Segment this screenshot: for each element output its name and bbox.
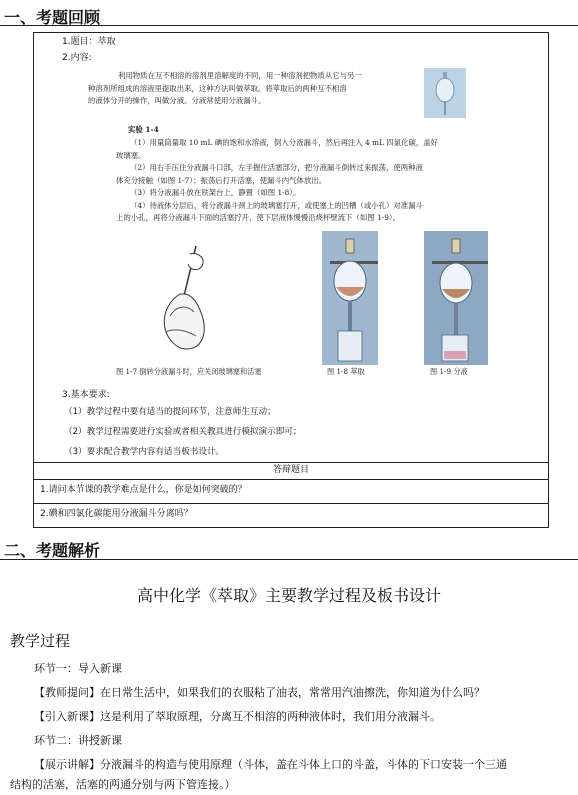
table-divider bbox=[33, 462, 549, 463]
step-two: 环节二：讲授新课 bbox=[34, 734, 122, 747]
introduce-lesson: 【引入新课】这是利用了萃取原理，分离互不相溶的两种液体时，我们用分液漏斗。 bbox=[34, 710, 441, 723]
figure-shaking-funnel bbox=[150, 236, 230, 356]
step-one: 环节一：导入新课 bbox=[34, 662, 122, 675]
step-line: 玻璃塞。 bbox=[116, 150, 146, 160]
textbook-intro bbox=[88, 70, 424, 108]
explain-line: 结构的活塞，活塞的两通分别与两下管连接。） bbox=[10, 778, 236, 791]
experiment-steps bbox=[116, 137, 516, 225]
content-label: 2.内容: bbox=[62, 53, 92, 63]
section-title: 二、考题解析 bbox=[4, 541, 101, 560]
experiment-title: 实验 1-4 bbox=[128, 125, 159, 134]
intro-line: 的液体分开的操作，叫做分液。分液常使用分液漏斗。 bbox=[88, 96, 266, 105]
requirements-label: 3.基本要求: bbox=[62, 390, 110, 400]
step-line: 上的小孔，再将分液漏斗下面的活塞拧开，使下层液体慢慢沿烧杯壁流下（如图 1-9）。 bbox=[116, 213, 401, 222]
question-item: 1.请问本节课的教学难点是什么，你是如何突破的？ bbox=[40, 485, 247, 495]
caption-fig-1-9: 图 1-9 分液 bbox=[430, 367, 468, 376]
table-divider bbox=[33, 479, 549, 480]
requirement-item: （3）要求配合教学内容有适当板书设计。 bbox=[64, 447, 225, 457]
requirement-item: （2）教学过程需要进行实验或者相关教具进行模拟演示即可； bbox=[64, 427, 302, 437]
section-divider bbox=[0, 25, 578, 26]
table-divider bbox=[33, 503, 549, 504]
teacher-question: 【教师提问】在日常生活中，如果我们的衣服粘了油表，常常用汽油擦洗，你知道为什么吗？ bbox=[34, 686, 485, 699]
intro-line: 种溶剂所组成的溶液里提取出来，这种方法叫做萃取。将萃取后的两种互不相溶 bbox=[88, 83, 347, 93]
caption-fig-1-8: 图 1-8 萃取 bbox=[327, 367, 365, 376]
step-line: （4）待液体分层后，将分液漏斗颈上的玻璃塞打开，或使塞上的凹槽（或小孔）对准漏斗 bbox=[130, 200, 423, 210]
answer-header: 答辩题目 bbox=[272, 465, 309, 475]
topic-label: 1.题目：萃取 bbox=[62, 37, 116, 47]
question-item: 2.碘和四氯化碳能用分液漏斗分离吗？ bbox=[40, 509, 193, 519]
figure-extraction-photo bbox=[322, 231, 378, 365]
figure-separation-photo bbox=[424, 231, 488, 365]
caption-fig-1-7: 图 1-7 倒转分液漏斗时，应关闭玻璃塞和活塞 bbox=[116, 367, 262, 376]
intro-line: 利用物质在互不相溶的溶剂里溶解度的不同，用一种溶剂把物质从它与另一 bbox=[118, 71, 362, 80]
section-title: 一、考题回顾 bbox=[4, 8, 101, 27]
explain-line: 【展示讲解】分液漏斗的构造与使用原理（斗体，盖在斗体上口的斗盖，斗体的下口安装一个三通 bbox=[34, 758, 507, 771]
step-line: （1）用量筒量取 10 mL 碘的饱和水溶液，倒入分液漏斗，然后再注入 4 mL 四氯化碳，盖好 bbox=[130, 138, 439, 147]
process-heading: 教学过程 bbox=[10, 632, 71, 650]
funnel-photo bbox=[424, 68, 466, 118]
requirement-item: （1）教学过程中要有适当的提问环节，注意师生互动； bbox=[64, 407, 276, 417]
step-line: （2）用右手压住分液漏斗口部，左手握住活塞部分，把分液漏斗倒转过来振荡，使两种液 bbox=[130, 163, 423, 172]
main-title: 高中化学《萃取》主要教学过程及板书设计 bbox=[136, 586, 441, 605]
step-line: 体充分接触（如图 1-7）；振荡后打开活塞，使漏斗内气体放出。 bbox=[116, 175, 327, 185]
step-line: （3）将分液漏斗放在铁架台上，静置（如图 1-8）。 bbox=[130, 188, 301, 197]
section-divider bbox=[0, 559, 578, 560]
